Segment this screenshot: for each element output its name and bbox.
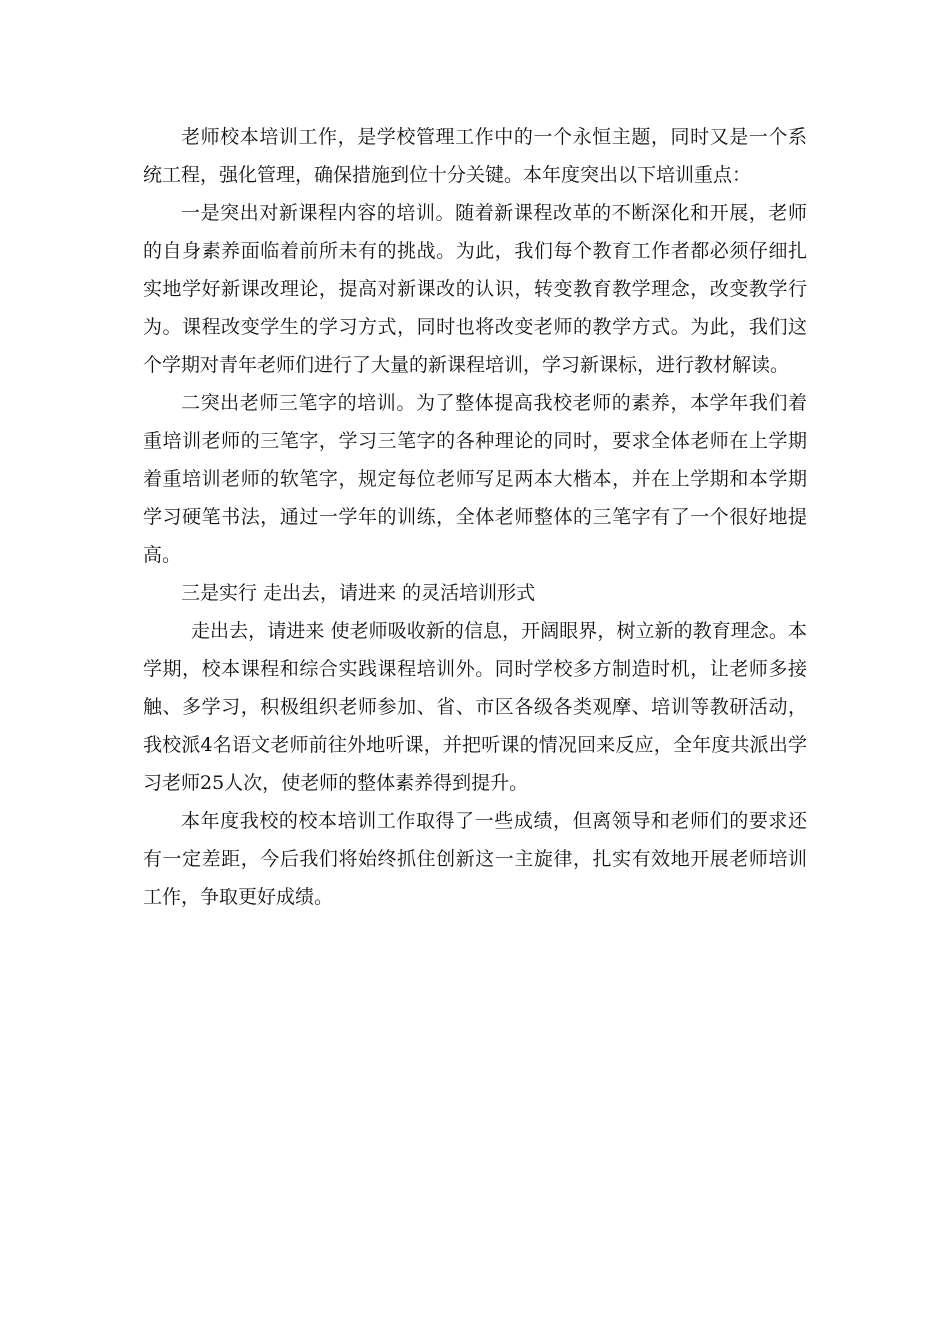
paragraph-conclusion: 本年度我校的校本培训工作取得了一些成绩，但离领导和老师们的要求还有一定差距，今后我们将始终抓住创新这一主旋律，扎实有效地开展老师培训工作，争取更好成绩。 [143,810,807,908]
paragraph-point-two: 二突出老师三笔字的培训。为了整体提高我校老师的素养，本学年我们着重培训老师的三笔字，学习三笔字的各种理论的同时，要求全体老师在上学期着重培训老师的软笔字，规定每位老师写足两本大楷本，并在上学期和本学期学习硬笔书法，通过一学年的训练，全体老师整体的三笔字有了一个很好地提高。 [143,392,807,566]
paragraph-intro: 老师校本培训工作，是学校管理工作中的一个永恒主题，同时又是一个系统工程，强化管理，确保措施到位十分关键。本年度突出以下培训重点： [143,126,807,186]
document-body [143,118,807,916]
paragraph-point-one: 一是突出对新课程内容的培训。随着新课程改革的不断深化和开展，老师的自身素养面临着前所未有的挑战。为此，我们每个教育工作者都必须仔细扎实地学好新课改理论，提高对新课改的认识，转变教育教学理念，改变教学行为。课程改变学生的学习方式，同时也将改变老师的教学方式。为此，我们这个学期对青年老师们进行了大量的新课程培训，学习新课标，进行教材解读。 [143,202,807,376]
paragraph-point-three-heading: 三是实行 走出去，请进来 的灵活培训形式 [181,582,536,604]
paragraph-point-three-body: 走出去，请进来 使老师吸收新的信息，开阔眼界，树立新的教育理念。本学期，校本课程和综合实践课程培训外。同时学校多方制造时机，让老师多接触、多学习，积极组织老师参加、省、市区各级各类观摩、培训等教研活动，我校派4名语文老师前往外地听课，并把听课的情况回来反应，全年度共派出学习老师25人次，使老师的整体素养得到提升。 [143,620,807,794]
